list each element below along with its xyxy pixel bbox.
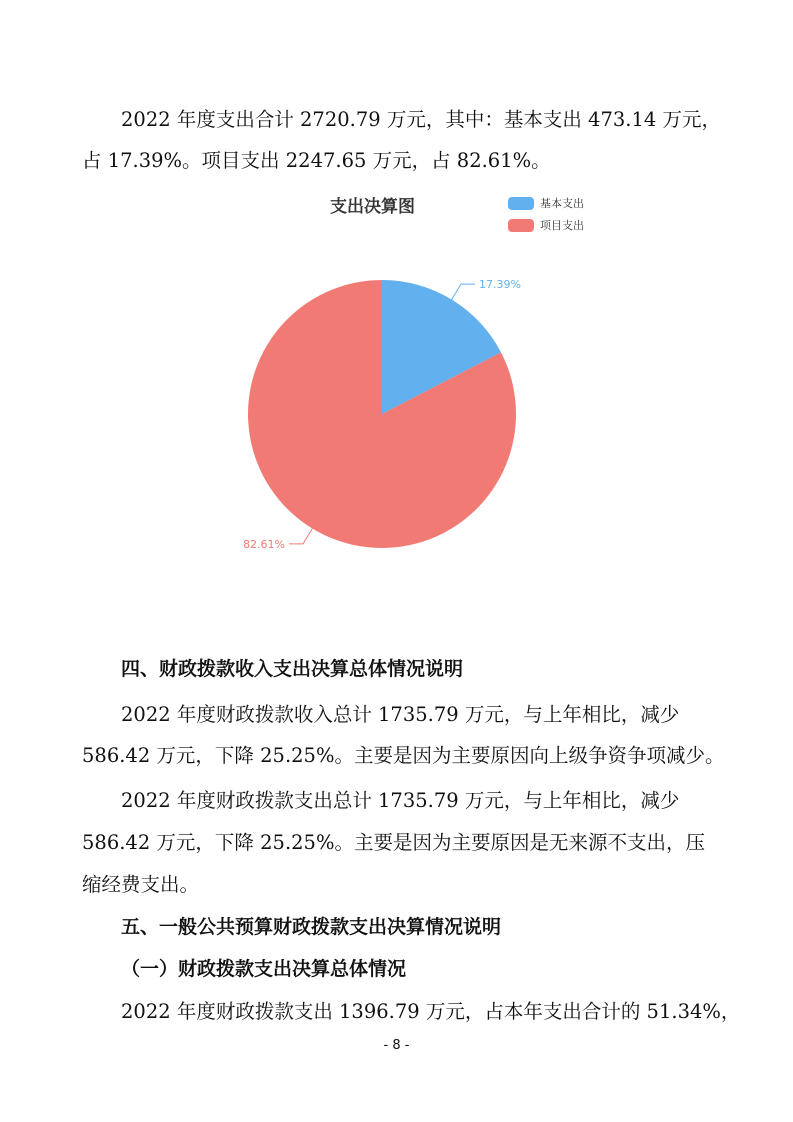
paragraph-line: 缩经费支出。	[82, 873, 200, 896]
legend-label: 项目支出	[540, 219, 584, 232]
paragraph-line: 2022 年度财政拨款支出 1396.79 万元，占本年支出合计的 51.34%，	[121, 1000, 741, 1023]
page-number: - 8 -	[383, 1038, 410, 1053]
section-heading: 四、财政拨款收入支出决算总体情况说明	[121, 658, 464, 680]
paragraph-line: 占 17.39%。项目支出 2247.65 万元，占 82.61%。	[82, 149, 551, 172]
section-heading: 五、一般公共预算财政拨款支出决算情况说明	[121, 916, 502, 938]
legend-label: 基本支出	[540, 197, 584, 210]
paragraph-line: 2022 年度财政拨款收入总计 1735.79 万元，与上年相比，减少	[121, 703, 680, 726]
chart-title: 支出决算图	[330, 197, 415, 217]
leader-line	[452, 284, 475, 299]
paragraph-line: 586.42 万元，下降 25.25%。主要是因为主要原因是无来源不支出，压	[82, 831, 705, 854]
leader-line	[289, 528, 312, 543]
sub-heading: （一）财政拨款支出决算总体情况	[121, 958, 407, 980]
paragraph-line: 2022 年度财政拨款支出总计 1735.79 万元，与上年相比，减少	[121, 789, 680, 812]
paragraph-line: 586.42 万元，下降 25.25%。主要是因为主要原因向上级争资争项减少。	[82, 744, 725, 767]
paragraph-line: 2022 年度支出合计 2720.79 万元，其中：基本支出 473.14 万元，	[121, 108, 721, 131]
data-label: 17.39%	[478, 278, 521, 292]
data-label: 82.61%	[243, 537, 286, 551]
